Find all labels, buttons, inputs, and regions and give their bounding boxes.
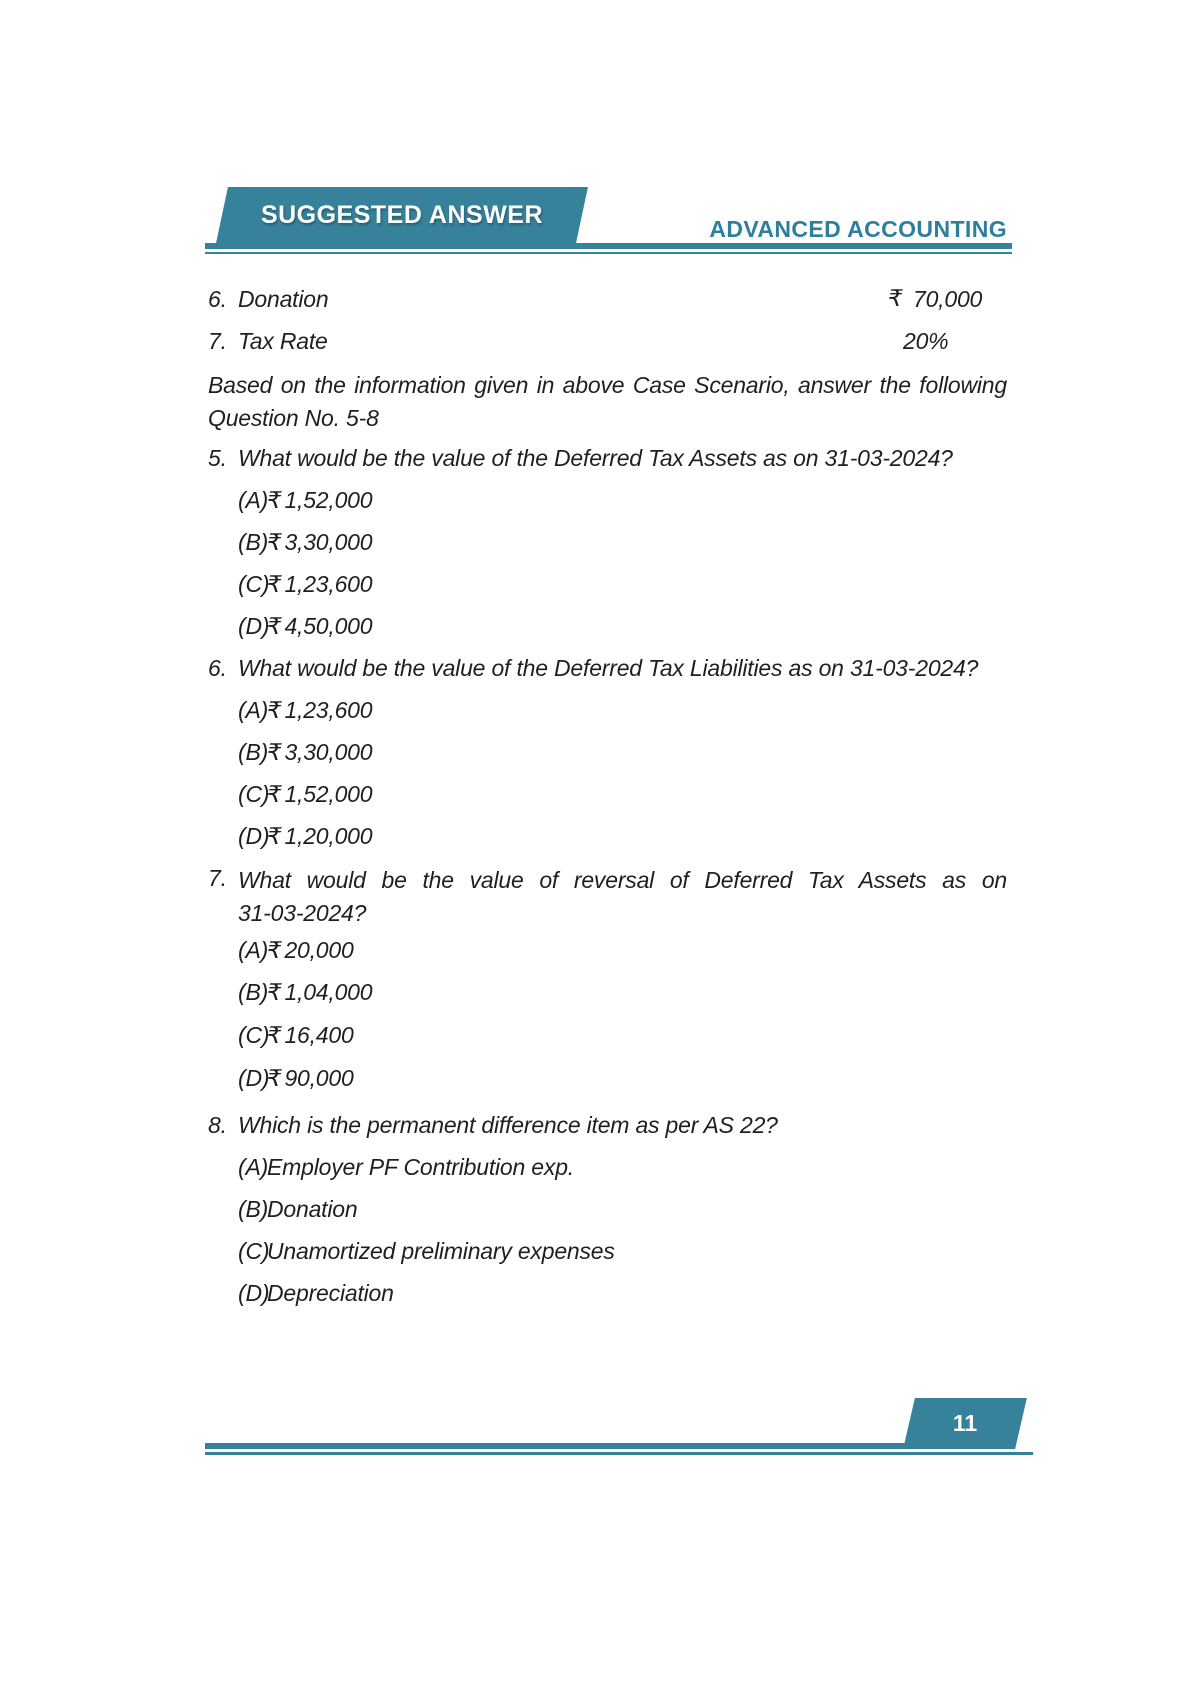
option-value <box>267 822 372 851</box>
footer-rule-thin <box>205 1452 1033 1455</box>
option-letter: (B) <box>238 529 269 555</box>
rupee-sign: ₹ <box>267 782 282 808</box>
option-amount: 3,30,000 <box>284 739 373 765</box>
option-text: Depreciation <box>267 1280 394 1306</box>
option-amount: 3,30,000 <box>284 529 373 555</box>
option-value <box>267 528 372 557</box>
rupee-sign: ₹ <box>267 1023 282 1049</box>
option-text: Employer PF Contribution exp. <box>267 1154 574 1180</box>
rupee-sign: ₹ <box>267 740 282 766</box>
option-amount: 1,20,000 <box>284 823 373 849</box>
option-text: Donation <box>267 1196 358 1222</box>
rupee-sign: ₹ <box>267 488 282 514</box>
option-amount: 1,23,600 <box>284 697 373 723</box>
option-value <box>267 738 372 767</box>
option-value <box>267 612 372 641</box>
option-amount: 1,52,000 <box>284 781 373 807</box>
rupee-sign: ₹ <box>267 698 282 724</box>
page-number: 11 <box>952 1410 978 1436</box>
option-letter: (C) <box>238 1022 270 1048</box>
option-letter: (B) <box>238 979 269 1005</box>
question-text: Which is the permanent difference item as per AS 22? <box>238 1112 778 1138</box>
rupee-sign: ₹ <box>888 286 903 312</box>
header-rule-thick <box>205 243 1012 249</box>
option-value <box>267 570 372 599</box>
option-value <box>267 1021 354 1050</box>
option-letter: (D) <box>238 1065 270 1091</box>
question-number: 8. <box>208 1112 227 1138</box>
case-item-label: Donation <box>238 286 329 312</box>
suggested-answer-banner <box>216 187 588 243</box>
question-number: 5. <box>208 445 227 471</box>
option-value <box>267 780 372 809</box>
case-item-label: Tax Rate <box>238 328 328 354</box>
rupee-sign: ₹ <box>267 938 282 964</box>
option-amount: 16,400 <box>284 1022 354 1048</box>
rupee-sign: ₹ <box>267 1066 282 1092</box>
option-letter: (B) <box>238 739 269 765</box>
rupee-sign: ₹ <box>267 572 282 598</box>
question-text: What would be the value of the Deferred Tax Assets as on 31-03-2024? <box>238 445 953 471</box>
case-item-number: 6. <box>208 286 227 312</box>
option-letter: (D) <box>238 613 270 639</box>
option-letter: (C) <box>238 781 270 807</box>
option-text: Unamortized preliminary expenses <box>267 1238 615 1264</box>
option-letter: (A) <box>238 697 269 723</box>
option-value <box>267 978 372 1007</box>
question-number: 6. <box>208 655 227 681</box>
question-number: 7. <box>208 865 227 891</box>
intro-line-1: Based on the information given in above Case Scenario, answer the following <box>208 372 1007 398</box>
option-value <box>267 936 354 965</box>
case-item-number: 7. <box>208 328 227 354</box>
question-line-2: 31-03-2024? <box>238 900 367 926</box>
option-letter: (C) <box>238 571 270 597</box>
rupee-sign: ₹ <box>267 530 282 556</box>
question-line-1: What would be the value of reversal of Deferred Tax Assets as on <box>238 867 1007 893</box>
header-rule-thin <box>205 252 1012 254</box>
rupee-sign: ₹ <box>267 980 282 1006</box>
option-letter: (D) <box>238 823 270 849</box>
intro-line-2: Question No. 5-8 <box>208 405 379 431</box>
question-text: What would be the value of the Deferred Tax Liabilities as on 31-03-2024? <box>238 655 979 681</box>
option-amount: 90,000 <box>284 1065 354 1091</box>
footer-rule-thick <box>205 1443 907 1449</box>
page-number-box <box>903 1398 1027 1449</box>
option-amount: 4,50,000 <box>284 613 373 639</box>
banner-title: SUGGESTED ANSWER <box>260 201 544 229</box>
option-value <box>267 696 372 725</box>
question-text <box>238 864 1007 930</box>
option-letter: (B) <box>238 1196 269 1222</box>
option-value <box>267 486 372 515</box>
option-letter: (D) <box>238 1280 270 1306</box>
option-amount: 1,04,000 <box>284 979 373 1005</box>
option-letter: (C) <box>238 1238 270 1264</box>
option-value <box>267 1064 354 1093</box>
option-amount: 1,52,000 <box>284 487 373 513</box>
case-item-value: 20% <box>903 328 949 354</box>
rupee-sign: ₹ <box>267 824 282 850</box>
option-letter: (A) <box>238 487 269 513</box>
option-amount: 1,23,600 <box>284 571 373 597</box>
option-amount: 20,000 <box>284 937 354 963</box>
option-letter: (A) <box>238 1154 269 1180</box>
subject-title: ADVANCED ACCOUNTING <box>709 216 1007 242</box>
option-letter: (A) <box>238 937 269 963</box>
case-item-value: 70,000 <box>913 286 983 312</box>
rupee-sign: ₹ <box>267 614 282 640</box>
